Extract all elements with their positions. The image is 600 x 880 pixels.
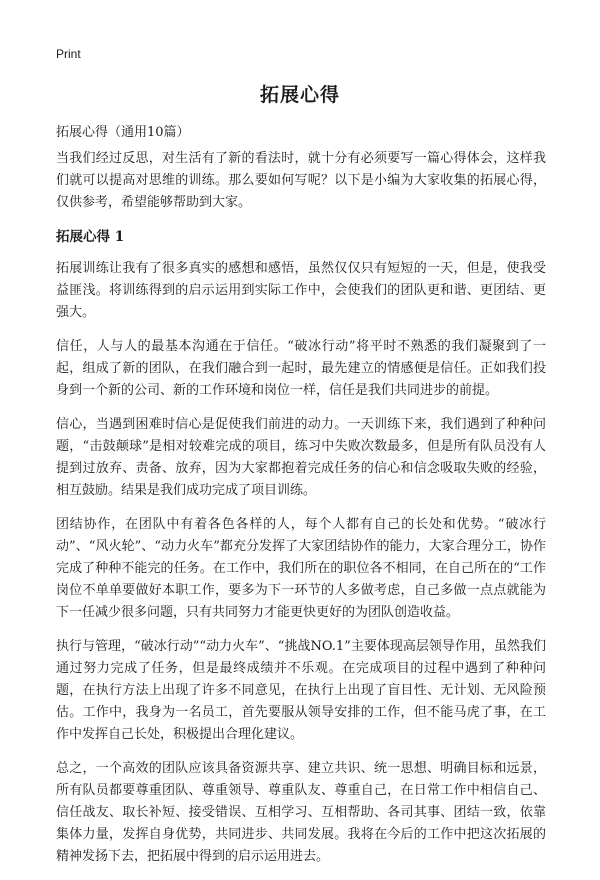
page-title: 拓展心得: [259, 84, 340, 106]
body-paragraph-2: 信任，人与人的最基本沟通在于信任。“破冰行动”将平时不熟悉的我们凝聚到了一起，组成了新的团队，在我们融合到一起时，最先建立的情感便是信任。正如我们投身到一个新的公司、新的工作环境和岗位一样，信任是我们共同进步的前提。: [56, 339, 546, 398]
body-paragraph-5: 执行与管理，“破冰行动”“动力火车”、“挑战NO.1”主要体现高层领导作用，虽然我们通过努力完成了任务，但是最终成绩并不乐观。在完成项目的过程中遇到了种种问题，在执行方法上出现了许多不同意见，在执行上出现了盲目性、无计划、无风险预估。工作中，我身为一名员工，首先要服从领导安排的工作，但不能马虎了事，在工作中发挥自己长处，积极提出合理化建议。: [56, 639, 546, 742]
section-heading: 拓展心得 1: [56, 229, 125, 245]
intro-paragraph: 当我们经过反思，对生活有了新的看法时，就十分有必须要写一篇心得体会，这样我们就可以提高对思维的训练。那么要如何写呢？以下是小编为大家收集的拓展心得，仅供参考，希望能够帮助到大家。: [56, 151, 546, 210]
body-paragraph-3: 信心，当遇到困难时信心是促使我们前进的动力。一天训练下来，我们遇到了种种问题，“击鼓颠球”是相对较难完成的项目，练习中失败次数最多，但是所有队员没有人提到过放弃、责备、放弃，因为大家都抱着完成任务的信心和信念吸取失败的经验，相互鼓励。结果是我们成功完成了项目训练。: [56, 417, 546, 498]
print-link[interactable]: Print: [56, 47, 81, 61]
document-body: [56, 148, 546, 880]
body-paragraph-1: 拓展训练让我有了很多真实的感想和感悟，虽然仅仅只有短短的一天，但是，使我受益匪浅。将训练得到的启示运用到实际工作中，会使我们的团队更和谐、更团结、更强大。: [56, 261, 546, 320]
document-subtitle: 拓展心得（通用10篇）: [56, 125, 190, 140]
body-paragraph-4: 团结协作，在团队中有着各色各样的人，每个人都有自己的长处和优势。“破冰行动”、“风火轮”、“动力火车”都充分发挥了大家团结协作的能力，大家合理分工，协作完成了种种不能完的任务。在工作中，我们所在的职位各不相同，在自己所在的“工作岗位不单单要做好本职工作，要多为下一环节的人多做考虑，自己多做一点点就能为下一任减少很多问题，只有共同努力才能更快更好的为团队创造收益。: [56, 517, 546, 620]
body-paragraph-6: 总之，一个高效的团队应该具备资源共享、建立共识、统一思想、明确目标和远景，所有队员都要尊重团队、尊重领导、尊重队友、尊重自己，在日常工作中相信自己、信任战友、取长补短、接受错误、互相学习、互相帮助、各司其事、团结一致，依靠集体力量，发挥自身优势，共同进步、共同发展。我将在今后的工作中把这次拓展的精神发扬下去，把拓展中得到的启示运用进去。: [56, 761, 546, 864]
